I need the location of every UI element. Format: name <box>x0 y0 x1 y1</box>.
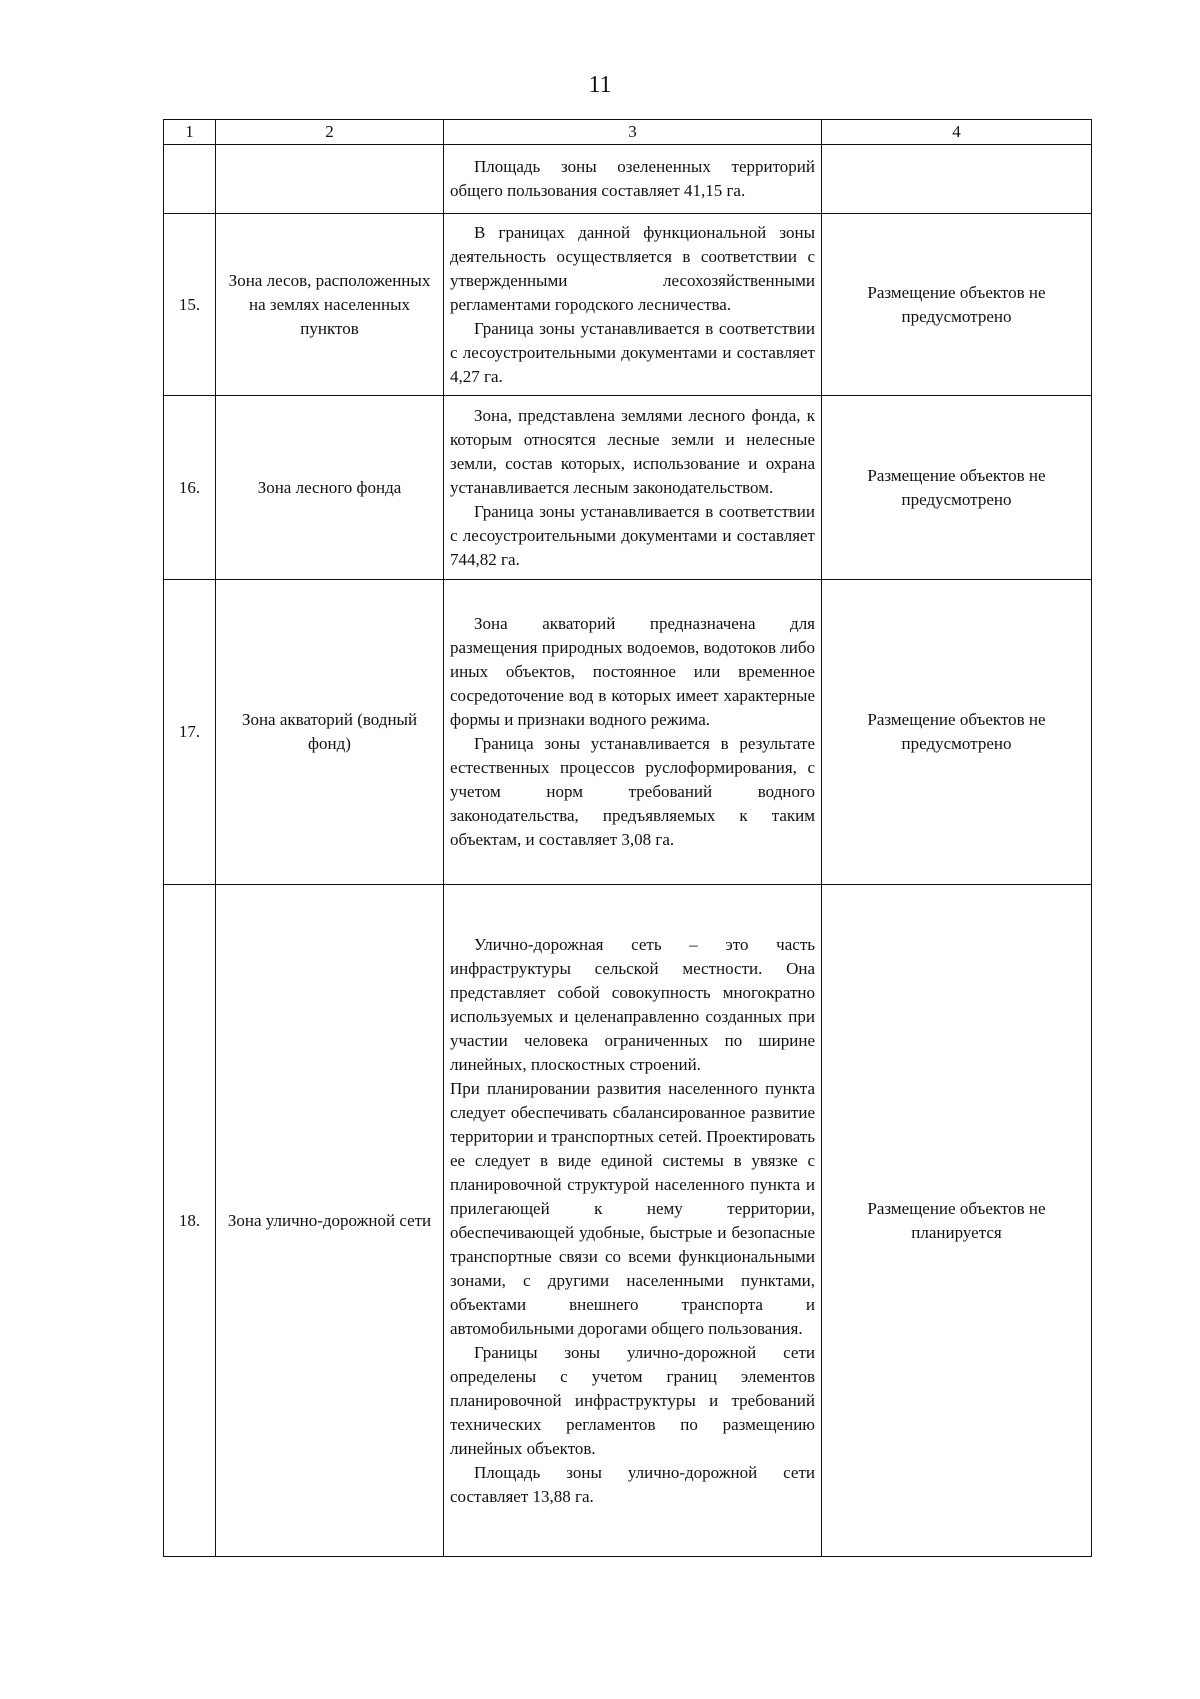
row-number: 18. <box>164 885 216 1557</box>
description-paragraph: Зона акваторий предназначена для размещения природных водоемов, водотоков либо иных объектов, постоянное или временное сосредоточение вод в которых имеет характерные формы и признаки водного режима. <box>450 614 815 729</box>
table-row <box>164 145 1092 214</box>
column-header-4: 4 <box>822 120 1092 145</box>
zone-description <box>444 580 822 885</box>
zone-description <box>444 145 822 214</box>
row-number: 15. <box>164 214 216 396</box>
row-number: 16. <box>164 396 216 580</box>
description-paragraph: В границах данной функциональной зоны деятельность осуществляется в соответствии с утвержденными лесохозяйственными регламентами городского лесничества. <box>450 222 815 314</box>
description-paragraph: Границы зоны улично-дорожной сети определены с учетом границ элементов планировочной инфраструктуры и требований технических регламентов по размещению линейных объектов. <box>450 1342 815 1458</box>
column-header-2: 2 <box>216 120 444 145</box>
description-paragraph: Граница зоны устанавливается в результате естественных процессов руслоформирования, с учетом норм требований водного законодательства, предъявляемых к таким объектам, и составляет 3,08 га. <box>450 734 815 849</box>
column-header-1: 1 <box>164 120 216 145</box>
row-number: 17. <box>164 580 216 885</box>
placement-note: Размещение объектов не предусмотрено <box>822 580 1092 885</box>
description-paragraph: Граница зоны устанавливается в соответствии с лесоустроительными документами и составляет 4,27 га. <box>450 318 815 386</box>
table-header-row <box>164 120 1092 145</box>
table-row <box>164 214 1092 396</box>
zone-name: Зона акваторий (водный фонд) <box>216 580 444 885</box>
placement-note <box>822 145 1092 214</box>
row-number <box>164 145 216 214</box>
zone-name: Зона лесного фонда <box>216 396 444 580</box>
zone-name: Зона лесов, расположенных на землях населенных пунктов <box>216 214 444 396</box>
functional-zones-table <box>163 119 1092 1557</box>
placement-note: Размещение объектов не предусмотрено <box>822 396 1092 580</box>
description-paragraph: Зона, представлена землями лесного фонда, к которым относятся лесные земли и нелесные земли, состав которых, использование и охрана устанавливается лесным законодательством. <box>450 405 815 497</box>
column-header-3: 3 <box>444 120 822 145</box>
zone-name <box>216 145 444 214</box>
description-paragraph: Площадь зоны улично-дорожной сети составляет 13,88 га. <box>450 1462 815 1506</box>
placement-note: Размещение объектов не планируется <box>822 885 1092 1557</box>
table-row <box>164 885 1092 1557</box>
description-paragraph: Площадь зоны озелененных территорий общего пользования составляет 41,15 га. <box>450 157 815 200</box>
table-row <box>164 396 1092 580</box>
description-paragraph: Граница зоны устанавливается в соответствии с лесоустроительными документами и составляет 744,82 га. <box>450 501 815 569</box>
zone-name: Зона улично-дорожной сети <box>216 885 444 1557</box>
zone-description <box>444 214 822 396</box>
description-paragraph: Улично-дорожная сеть – это часть инфраструктуры сельской местности. Она представляет собой совокупность многократно используемых и целенаправленно созданных при участии человека ограниченных по ширине линейных, плоскостных строений. <box>450 934 815 1074</box>
page-number: 11 <box>588 72 612 98</box>
table-row <box>164 580 1092 885</box>
zone-description <box>444 885 822 1557</box>
description-paragraph: При планировании развития населенного пункта следует обеспечивать сбалансированное развитие территории и транспортных сетей. Проектировать ее следует в виде единой системы в увязке с планировочной структурой населенного пункта и прилегающей к нему территории, обеспечивающей удобные, быстрые и безопасные транспортные связи со всеми функциональными зонами, с другими населенными пунктами, объектами внешнего транспорта и автомобильными дорогами общего пользования. <box>450 1078 815 1338</box>
placement-note: Размещение объектов не предусмотрено <box>822 214 1092 396</box>
zone-description <box>444 396 822 580</box>
